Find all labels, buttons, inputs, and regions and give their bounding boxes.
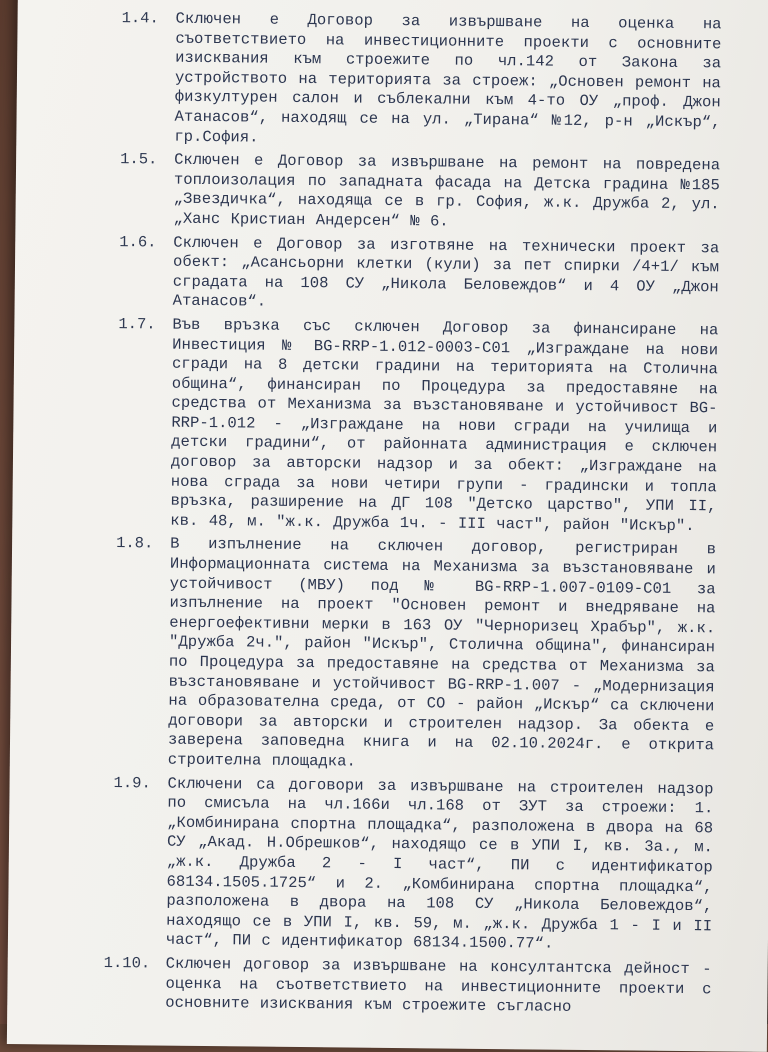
document-body [103,9,722,1023]
item-text: Сключен е Договор за изготвяне на технически проект за обект: „Асансьорни клетки (кули) за пет спирки /4+1/ към сградата на 108 СУ „Никола Беловеждов“ и 4 ОУ „Джон Атанасов“. [172,233,720,311]
item-number: 1.7. [118,314,156,334]
list-item [112,774,714,957]
item-number: 1.5. [120,150,158,169]
list-item [116,315,718,537]
list-item [114,534,716,775]
list-item [119,150,720,235]
list-item [119,233,720,318]
item-number: 1.8. [116,534,154,553]
item-number: 1.6. [119,232,157,251]
paper-sheet [7,0,768,1052]
item-text: Сключен е Договор за извършване на ремонт на повредена топлоизолация по западната фасада на Детска градина №185 „Звездичка“, находяща се в гр. София, ж.к. Дружба 2, ул. „Ханс Кристиан Андерсен“ № 6. [173,150,721,231]
item-number: 1.9. [113,773,151,792]
item-number: 1.10. [103,953,151,973]
item-text: В изпълнение на сключен договор, регистриран в Информационната система на Механизма за възстановяване и устойчивост (МВУ) под № BG-RRP-1.007-0109-C01 за изпълнение на проект "Основен ремонт и внедряване на енергоефективни мерки в 163 ОУ "Черноризец Храбър", ж.к. "Дружба 2ч.", район "Искър", Столична община", финансиран по Процедура за предоставяне на средства от Механизма за възстановяване и устойчивост BG-RRP-1.007 - „Модернизация на образователна среда, от СО - район „Искър“ са сключени договори за авторски и строителен надзор. За обекта е заверена заповедна книга и на 02.10.2024г. е открита строителна площадка. [167,535,717,771]
item-text: Сключен е Договор за извършване на оценка на съответствието на инвестиционните проекти с основните изисквания към строежите по чл.142 от Закона за устройството на територията за строеж: „Основен ремонт на физкултурен салон и съблекални към 4-то ОУ „проф. Джон Атанасов“, находящ се на ул. „Тирана“ №12, р-н „Искър“, гр.София. [174,9,722,147]
item-text: Във връзка със сключен Договор за финансиране на Инвестиция № BG-RRP-1.012-0003-C01 „Изграждане на нови сгради на 8 детски градини на територията на Столична община“, финансиран по Процедура за предоставяне на средства от Механизма за възстановяване и устойчивост BG-RRP-1.012 - „Изграждане на нови сгради на училища и детски градини“, от районната администрация е сключен договор за авторски надзор и за обект: „Изграждане на нова сграда за нови четири групи - градински и топла връзка, разширение на ДГ 108 "Детско царство", УПИ II, кв. 48, м. "ж.к. Дружба 1ч. - III част", район "Искър". [170,315,719,535]
item-text: Сключен договор за извършване на консултантска дейност - оценка на съответствието на инвестиционните проекти с основните изисквания към строежите съгласно [165,954,712,1016]
list-item [103,953,712,1019]
list-item [120,9,721,152]
item-number: 1.4. [121,9,159,28]
item-text: Сключени са договори за извършване на строителен надзор по смисъла на чл.166и чл.168 от ЗУТ за строежи: 1. „Комбинирана спортна площадка“, разположена в двора на 68 СУ „Акад. Н.Обрешков“, находящо се в УПИ I, кв. 3а., м. „ж.к. Дружба 2 - I част“, ПИ с идентификатор 68134.1505.1725“ и 2. „Комбинирана спортна площадка“, разположена в двора на 108 СУ „Никола Беловеждов“, находящо се в УПИ I, кв. 59, м. „ж.к. Дружба 1 - I и II част“, ПИ с идентификатор 68134.1500.77“. [165,774,714,953]
